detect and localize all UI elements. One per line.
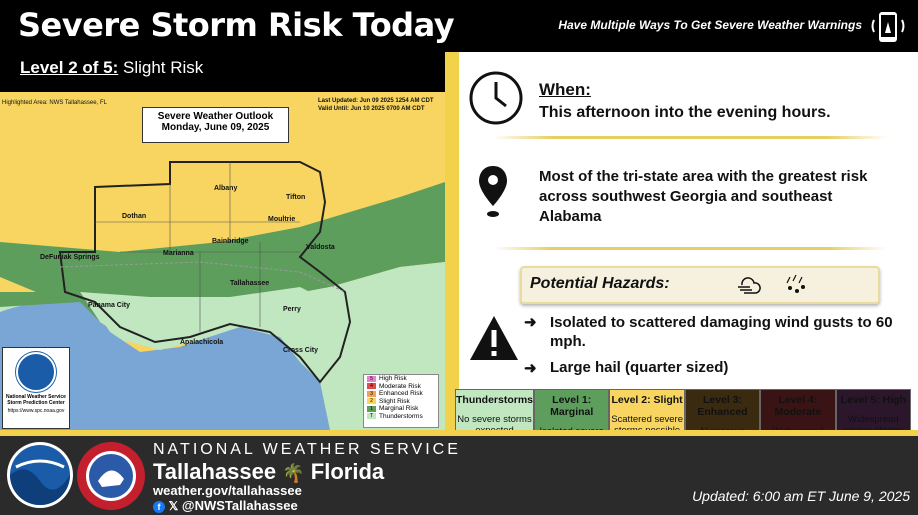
hazards-box: [520, 266, 880, 304]
outlook-date: Monday, June 09, 2025: [161, 122, 270, 133]
legend-item: T Thunderstorms: [364, 413, 438, 421]
hazards-label: Potential Hazards:: [530, 275, 670, 292]
level-high: Level 5: High Widespread: [836, 389, 911, 457]
outlook-title-box: [142, 107, 289, 143]
level-slight: Level 2: Slight Scattered severe: [609, 389, 684, 457]
outlook-title: Severe Weather Outlook: [157, 111, 274, 122]
city-label: Tifton: [286, 194, 306, 201]
divider: [493, 247, 887, 250]
updated-timestamp: Updated: 6:00 am ET June 9, 2025: [692, 488, 910, 504]
city-label: Cross City: [283, 347, 319, 354]
wind-icon: [736, 273, 762, 297]
when-text: This afternoon into the evening hours.: [539, 104, 831, 121]
city-label: Moultrie: [268, 216, 296, 223]
clock-icon: [468, 70, 524, 126]
agency-name: NATIONAL WEATHER SERVICE: [153, 441, 461, 458]
level-marginal: Level 1: Marginal: [534, 389, 609, 457]
city-label: Perry: [283, 306, 301, 313]
page-title: Severe Storm Risk Today: [18, 6, 455, 44]
legend-item: 2 Slight Risk: [364, 398, 438, 406]
city-label: Valdosta: [306, 244, 335, 251]
noaa-caption: National Weather Service Storm Prediction Center: [6, 394, 66, 406]
accent-strip: [445, 52, 459, 430]
arrow-icon: ➜: [524, 314, 537, 331]
legend-item: 1 Marginal Risk: [364, 405, 438, 413]
warning-tagline: Have Multiple Ways To Get Severe Weather Warnings: [558, 18, 862, 32]
city-label: Tallahassee: [230, 280, 270, 287]
legend-item: 3 Enhanced Risk: [364, 390, 438, 398]
city-label: Bainbridge: [212, 238, 249, 245]
city-label: Dothan: [122, 213, 147, 220]
noaa-spc-box: [2, 347, 70, 429]
footer-stripe: [0, 430, 918, 436]
risk-level: Level 2 of 5: Slight Risk: [20, 58, 204, 77]
level-enhanced: Level 3: Enhanced: [685, 389, 760, 457]
office-name: Tallahassee 🌴 Florida: [153, 459, 385, 484]
where-text: Most of the tri-state area with the greatest risk across southwest Georgia and southeast Alabama: [539, 168, 868, 225]
city-label: Albany: [214, 185, 238, 192]
social-handle[interactable]: f 𝕏 @NWSTallahassee: [153, 498, 298, 513]
x-icon: 𝕏: [168, 499, 179, 513]
warning-triangle-icon: [468, 314, 520, 362]
level-moderate: Level 4: Moderate: [760, 389, 835, 457]
hail-icon: [784, 273, 810, 297]
noaa-logo-icon: [6, 441, 74, 509]
location-pin-icon: [478, 164, 508, 220]
city-label: Panama City: [88, 302, 131, 309]
nws-logo-icon: [76, 441, 146, 511]
highlighted-area-label: Highlighted Area: NWS Tallahassee, FL: [2, 100, 107, 106]
city-label: Apalachicola: [180, 339, 224, 346]
divider: [493, 136, 887, 139]
website-link[interactable]: weather.gov/tallahassee: [153, 483, 302, 498]
valid-until-label: Valid Until: Jun 10 2025 0700 AM CDT: [318, 106, 425, 112]
facebook-icon: f: [153, 501, 165, 513]
noaa-logo-icon: [16, 352, 56, 392]
legend-item: 5 High Risk: [364, 375, 438, 383]
risk-legend: [363, 374, 439, 428]
legend-item: 4 Moderate Risk: [364, 383, 438, 391]
last-updated-label: Last Updated: Jun 09 2025 1254 AM CDT: [318, 98, 434, 104]
city-label: Marianna: [163, 250, 194, 257]
when-label: When:: [539, 80, 591, 99]
noaa-url: https://www.spc.noaa.gov: [7, 408, 65, 414]
hazard-item: Isolated to scattered damaging wind gusts to 60 mph.: [550, 314, 893, 350]
phone-alert-icon: [870, 6, 906, 46]
arrow-icon: ➜: [524, 360, 537, 377]
hazard-item: Large hail (quarter sized): [550, 359, 729, 376]
city-label: DeFuniak Springs: [40, 254, 100, 261]
level-thunderstorms: Thunderstorms No severe storms: [455, 389, 534, 457]
palm-tree-icon: 🌴: [282, 463, 305, 483]
